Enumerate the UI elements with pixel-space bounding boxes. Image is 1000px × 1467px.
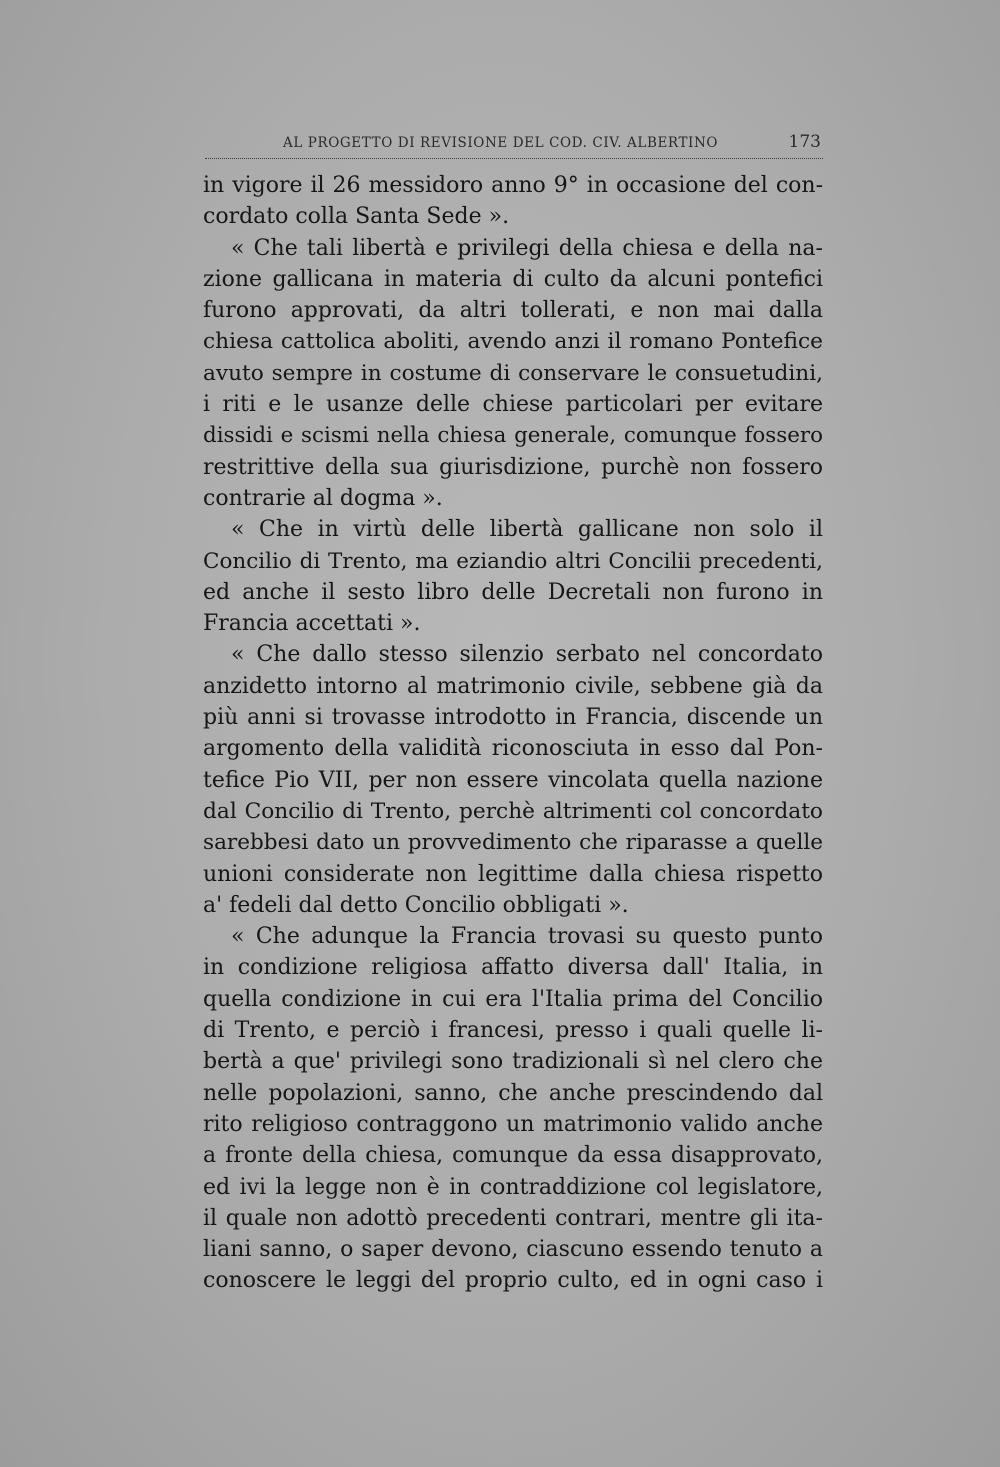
text-line: « Che adunque la Francia trovasi su questo punto bbox=[231, 924, 823, 950]
text-line: ed ivi la legge non è in contraddizione col legislatore, bbox=[203, 1174, 823, 1200]
text-line: « Che in virtù delle libertà gallicane non solo il bbox=[231, 517, 823, 543]
text-line: nelle popolazioni, sanno, che anche prescindendo dal bbox=[203, 1080, 823, 1106]
text-line: cordato colla Santa Sede ». bbox=[203, 204, 510, 230]
text-line: rito religioso contraggono un matrimonio valido anche bbox=[203, 1111, 823, 1137]
text-line: Concilio di Trento, ma eziandio altri Concilii precedenti, bbox=[203, 548, 823, 574]
text-line: anzidetto intorno al matrimonio civile, sebbene già da bbox=[203, 673, 823, 699]
text-line: zione gallicana in materia di culto da alcuni pontefici bbox=[203, 266, 823, 292]
text-line: in condizione religiosa affatto diversa dall' Italia, in bbox=[203, 955, 823, 981]
running-header bbox=[283, 131, 823, 157]
text-line: chiesa cattolica aboliti, avendo anzi il romano Pontefice bbox=[203, 329, 823, 355]
text-line: ed anche il sesto libro delle Decretali non furono in bbox=[203, 579, 823, 605]
text-line: di Trento, e perciò i francesi, presso i quali quelle li- bbox=[203, 1018, 823, 1044]
header-divider bbox=[205, 158, 823, 159]
text-line: furono approvati, da altri tollerati, e non mai dalla bbox=[203, 298, 823, 324]
text-line: « Che tali libertà e privilegi della chiesa e della na- bbox=[231, 235, 823, 261]
text-line: argomento della validità riconosciuta in esso dal Pon- bbox=[203, 736, 823, 762]
text-line: in vigore il 26 messidoro anno 9° in occasione del con- bbox=[203, 173, 823, 198]
text-line: « Che dallo stesso silenzio serbato nel concordato bbox=[231, 642, 823, 668]
text-line: Francia accettati ». bbox=[203, 611, 421, 637]
text-line: restrittive della sua giurisdizione, purchè non fossero bbox=[203, 454, 823, 480]
page-number: 173 bbox=[788, 132, 821, 152]
text-line: a' fedeli dal detto Concilio obbligati ». bbox=[203, 892, 629, 918]
running-title: AL PROGETTO DI REVISIONE DEL COD. CIV. ALBERTINO bbox=[283, 135, 719, 151]
text-line: il quale non adottò precedenti contrari, mentre gli ita- bbox=[203, 1205, 823, 1231]
body-text bbox=[203, 170, 823, 1297]
text-line: liani sanno, o saper devono, ciascuno essendo tenuto a bbox=[203, 1237, 823, 1263]
text-line: sarebbesi dato un provvedimento che riparasse a quelle bbox=[203, 830, 823, 856]
text-line: i riti e le usanze delle chiese particolari per evitare bbox=[203, 392, 823, 418]
text-line: dal Concilio di Trento, perchè altrimenti col concordato bbox=[203, 798, 823, 824]
text-line: quella condizione in cui era l'Italia prima del Concilio bbox=[203, 986, 823, 1012]
text-line: unioni considerate non legittime dalla chiesa rispetto bbox=[203, 861, 823, 887]
text-line: avuto sempre in costume di conservare le consuetudini, bbox=[203, 360, 823, 386]
text-line: dissidi e scismi nella chiesa generale, comunque fossero bbox=[203, 423, 823, 449]
text-line: bertà a que' privilegi sono tradizionali sì nel clero che bbox=[203, 1049, 823, 1075]
text-line: conoscere le leggi del proprio culto, ed in ogni caso i bbox=[203, 1268, 823, 1294]
text-line: a fronte della chiesa, comunque da essa disapprovato, bbox=[203, 1143, 823, 1169]
text-line: contrarie al dogma ». bbox=[203, 485, 443, 511]
text-line: tefice Pio VII, per non essere vincolata quella nazione bbox=[203, 767, 823, 793]
text-line: più anni si trovasse introdotto in Francia, discende un bbox=[203, 705, 823, 731]
